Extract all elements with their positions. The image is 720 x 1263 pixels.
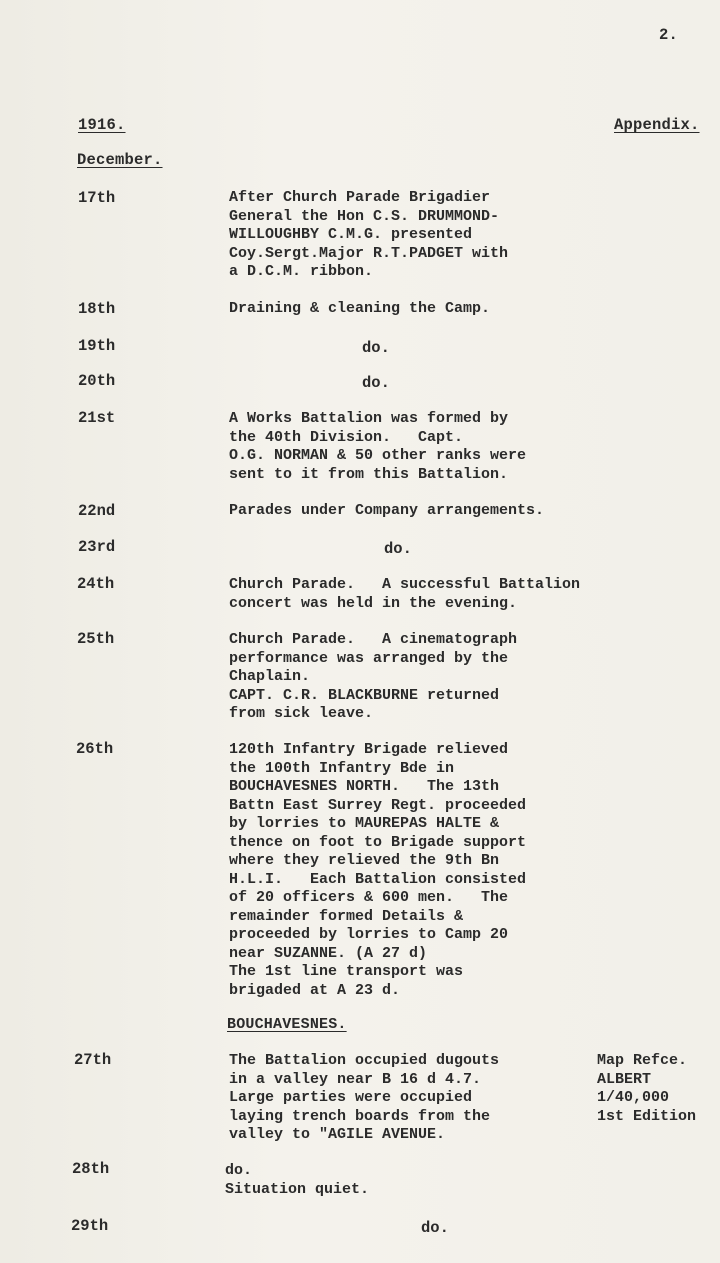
year-heading: 1916. xyxy=(78,116,126,134)
entry-date: 17th xyxy=(78,189,116,207)
month-heading: December. xyxy=(77,151,163,169)
entry-text: do. xyxy=(421,1219,449,1237)
entry-text: Draining & cleaning the Camp. xyxy=(229,300,491,317)
entry-date: 27th xyxy=(74,1051,112,1069)
entry-text: 120th Infantry Brigade relieved the 100th Infantry Bde in BOUCHAVESNES NORTH. The 13th Battn East Surrey Regt. proceeded by lorries to MAUREPAS HALTE & thence on foot to Brigade support where they relieved the 9th Bn H.L.I. Each Battalion consisted of 20 officers & 600 men. The remainder formed Details & proceeded by lorries to Camp 20 near SUZANNE. (A 27 d) The 1st line transport was brigaded at A 23 d. xyxy=(229,741,527,999)
entry-text: Church Parade. A cinematograph performance was arranged by the Chaplain. CAPT. C.R. BLACKBURNE returned from sick leave. xyxy=(229,631,518,722)
entry-date: 21st xyxy=(78,409,116,427)
entry-date: 28th xyxy=(72,1160,110,1178)
entry-text: Church Parade. A successful Battalion concert was held in the evening. xyxy=(229,576,581,612)
entry-date: 23rd xyxy=(78,538,116,556)
entry-date: 19th xyxy=(78,337,116,355)
entry-date: 29th xyxy=(71,1217,109,1235)
appendix-heading: Appendix. xyxy=(614,116,700,134)
entry-text: Parades under Company arrangements. xyxy=(229,502,545,519)
entry-text: A Works Battalion was formed by the 40th Division. Capt. O.G. NORMAN & 50 other ranks were sent to it from this Battalion. xyxy=(229,410,527,483)
entry-text: do. xyxy=(362,339,390,357)
entry-date: 18th xyxy=(78,300,116,318)
location-heading: BOUCHAVESNES. xyxy=(227,1016,347,1033)
page-number: 2. xyxy=(659,26,679,44)
entry-text: do. Situation quiet. xyxy=(225,1162,370,1198)
entry-date: 22nd xyxy=(78,502,116,520)
map-reference: Map Refce. ALBERT 1/40,000 1st Edition xyxy=(597,1052,697,1125)
entry-date: 25th xyxy=(77,630,115,648)
entry-date: 26th xyxy=(76,740,114,758)
entry-date: 20th xyxy=(78,372,116,390)
entry-text: After Church Parade Brigadier General the Hon C.S. DRUMMOND- WILLOUGHBY C.M.G. presented Coy.Sergt.Major R.T.PADGET with a D.C.M. ribbon. xyxy=(229,189,509,280)
entry-text: do. xyxy=(384,540,412,558)
entry-date: 24th xyxy=(77,575,115,593)
entry-text: The Battalion occupied dugouts in a valley near B 16 d 4.7. Large parties were occupied laying trench boards from the valley to "AGILE AVENUE. xyxy=(229,1052,500,1143)
entry-text: do. xyxy=(362,374,390,392)
